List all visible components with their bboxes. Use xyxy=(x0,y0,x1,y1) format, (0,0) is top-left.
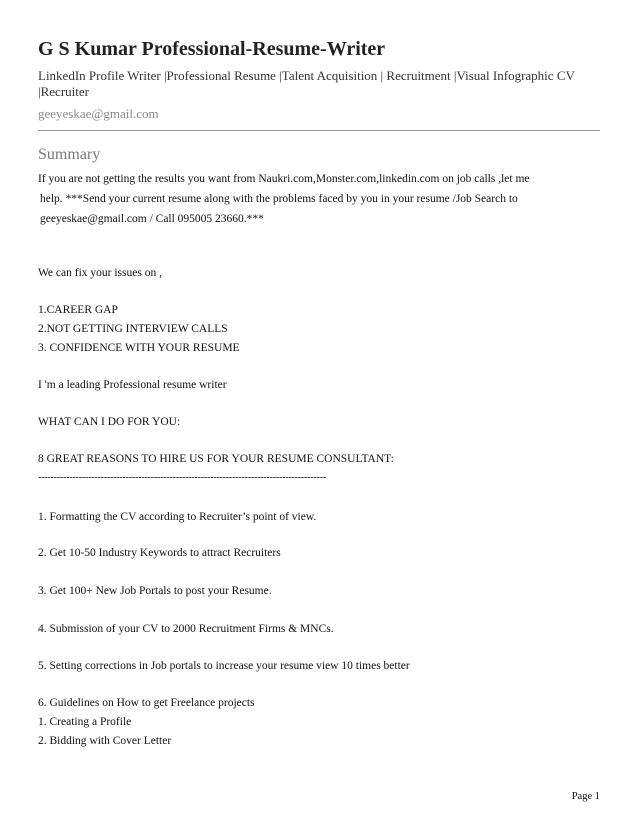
what-can-heading: WHAT CAN I DO FOR YOU: xyxy=(38,416,181,428)
profile-name: G S Kumar Professional-Resume-Writer xyxy=(38,38,386,60)
reason-item: 3. Get 100+ New Job Portals to post your Resume. xyxy=(38,585,272,597)
profile-email: geeyeskae@gmail.com xyxy=(38,106,159,121)
freelance-step: 1. Creating a Profile xyxy=(38,716,132,728)
profile-headline: LinkedIn Profile Writer |Professional Resume |Talent Acquisition | Recruitment |Visual Infographic CV |Recruiter xyxy=(38,68,575,99)
summary-intro-line-2: help. ***Send your current resume along with the problems faced by you in your resume /Job Search to xyxy=(40,193,518,205)
summary-intro-line-1: If you are not getting the results you want from Naukri.com,Monster.com,linkedin.com on job calls ,let me xyxy=(38,173,530,185)
summary-heading: Summary xyxy=(38,146,101,163)
reason-item: 5. Setting corrections in Job portals to increase your resume view 10 times better xyxy=(38,660,410,672)
freelance-step: 2. Bidding with Cover Letter xyxy=(38,735,172,747)
summary-intro-line-3: geeyeskae@gmail.com / Call 095005 23660.*** xyxy=(40,213,264,225)
reason-item: 6. Guidelines on How to get Freelance projects xyxy=(38,697,255,709)
issue-item: 1.CAREER GAP xyxy=(38,304,118,316)
page-number: Page 1 xyxy=(571,791,600,802)
issue-item: 3. CONFIDENCE WITH YOUR RESUME xyxy=(38,342,240,354)
leading-statement: I 'm a leading Professional resume writer xyxy=(38,379,227,391)
reason-item: 2. Get 10-50 Industry Keywords to attract Recruiters xyxy=(38,547,281,559)
fix-intro: We can fix your issues on , xyxy=(38,267,162,279)
reason-item: 1. Formatting the CV according to Recruiter’s point of view. xyxy=(38,511,317,523)
separator-line: -------------------------------------------------------------------------------------------- xyxy=(38,472,326,483)
header-divider xyxy=(38,130,600,131)
reasons-heading: 8 GREAT REASONS TO HIRE US FOR YOUR RESUME CONSULTANT: xyxy=(38,453,394,465)
issue-item: 2.NOT GETTING INTERVIEW CALLS xyxy=(38,323,228,335)
reason-item: 4. Submission of your CV to 2000 Recruitment Firms & MNCs. xyxy=(38,623,334,635)
